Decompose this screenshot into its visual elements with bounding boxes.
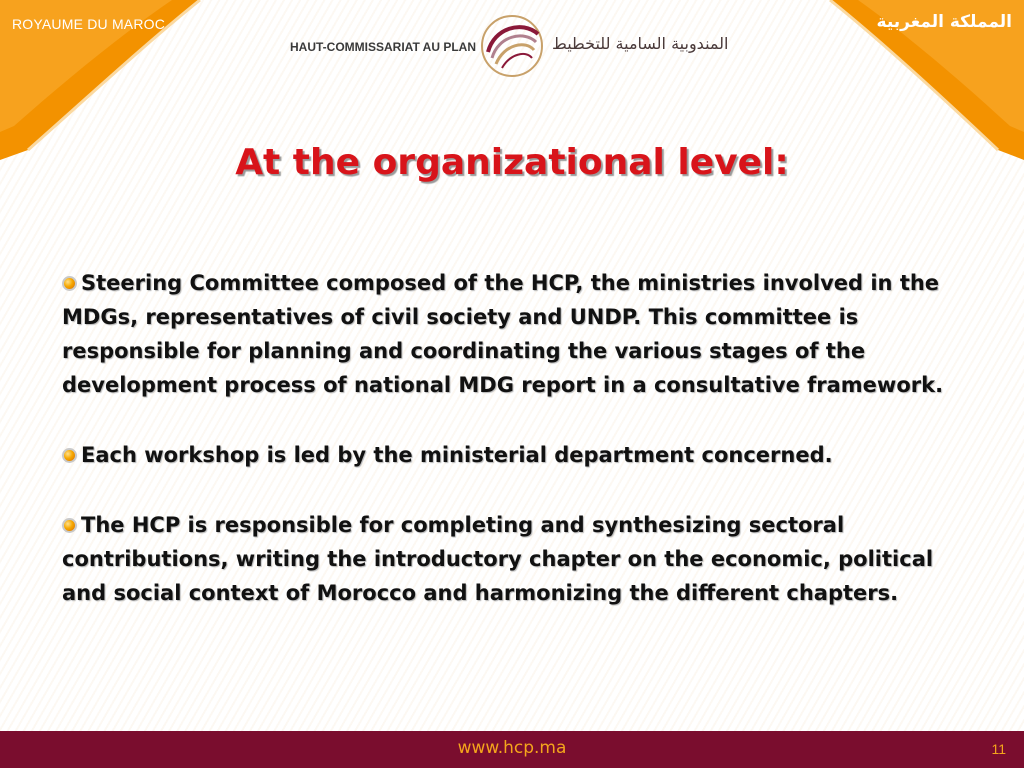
slide-title: At the organizational level: [235,142,789,183]
bullet-item [62,508,962,610]
organization-name-fr: HAUT-COMMISSARIAT AU PLAN [290,40,476,54]
bullet-text: Steering Committee composed of the HCP, the ministries involved in the MDGs, representatives of civil society and UNDP. This committee is responsible for planning and coordinating the various stages of the development process of national MDG report in a consultative framework. [62,271,944,397]
footer-bar [0,731,1024,768]
kingdom-label-ar: المملكة المغربية [876,12,1012,32]
bullet-text: Each workshop is led by the ministerial department concerned. [81,443,833,467]
website-link[interactable]: www.hcp.ma [457,738,567,758]
bullet-icon [62,518,77,533]
bullet-text: The HCP is responsible for completing and synthesizing sectoral contributions, writing the introductory chapter on the economic, political and social context of Morocco and harmonizing the different chapters. [62,513,934,605]
hcp-logo-icon [478,12,548,80]
organization-header [290,12,750,80]
bullet-item [62,438,962,472]
bullet-icon [62,448,77,463]
bullet-icon [62,276,77,291]
bullet-item [62,266,962,402]
kingdom-label-fr: ROYAUME DU MAROC [12,16,166,32]
organization-name-ar: المندوبية السامية للتخطيط [552,34,729,53]
slide-content [62,266,962,610]
page-number: 11 [991,741,1006,757]
